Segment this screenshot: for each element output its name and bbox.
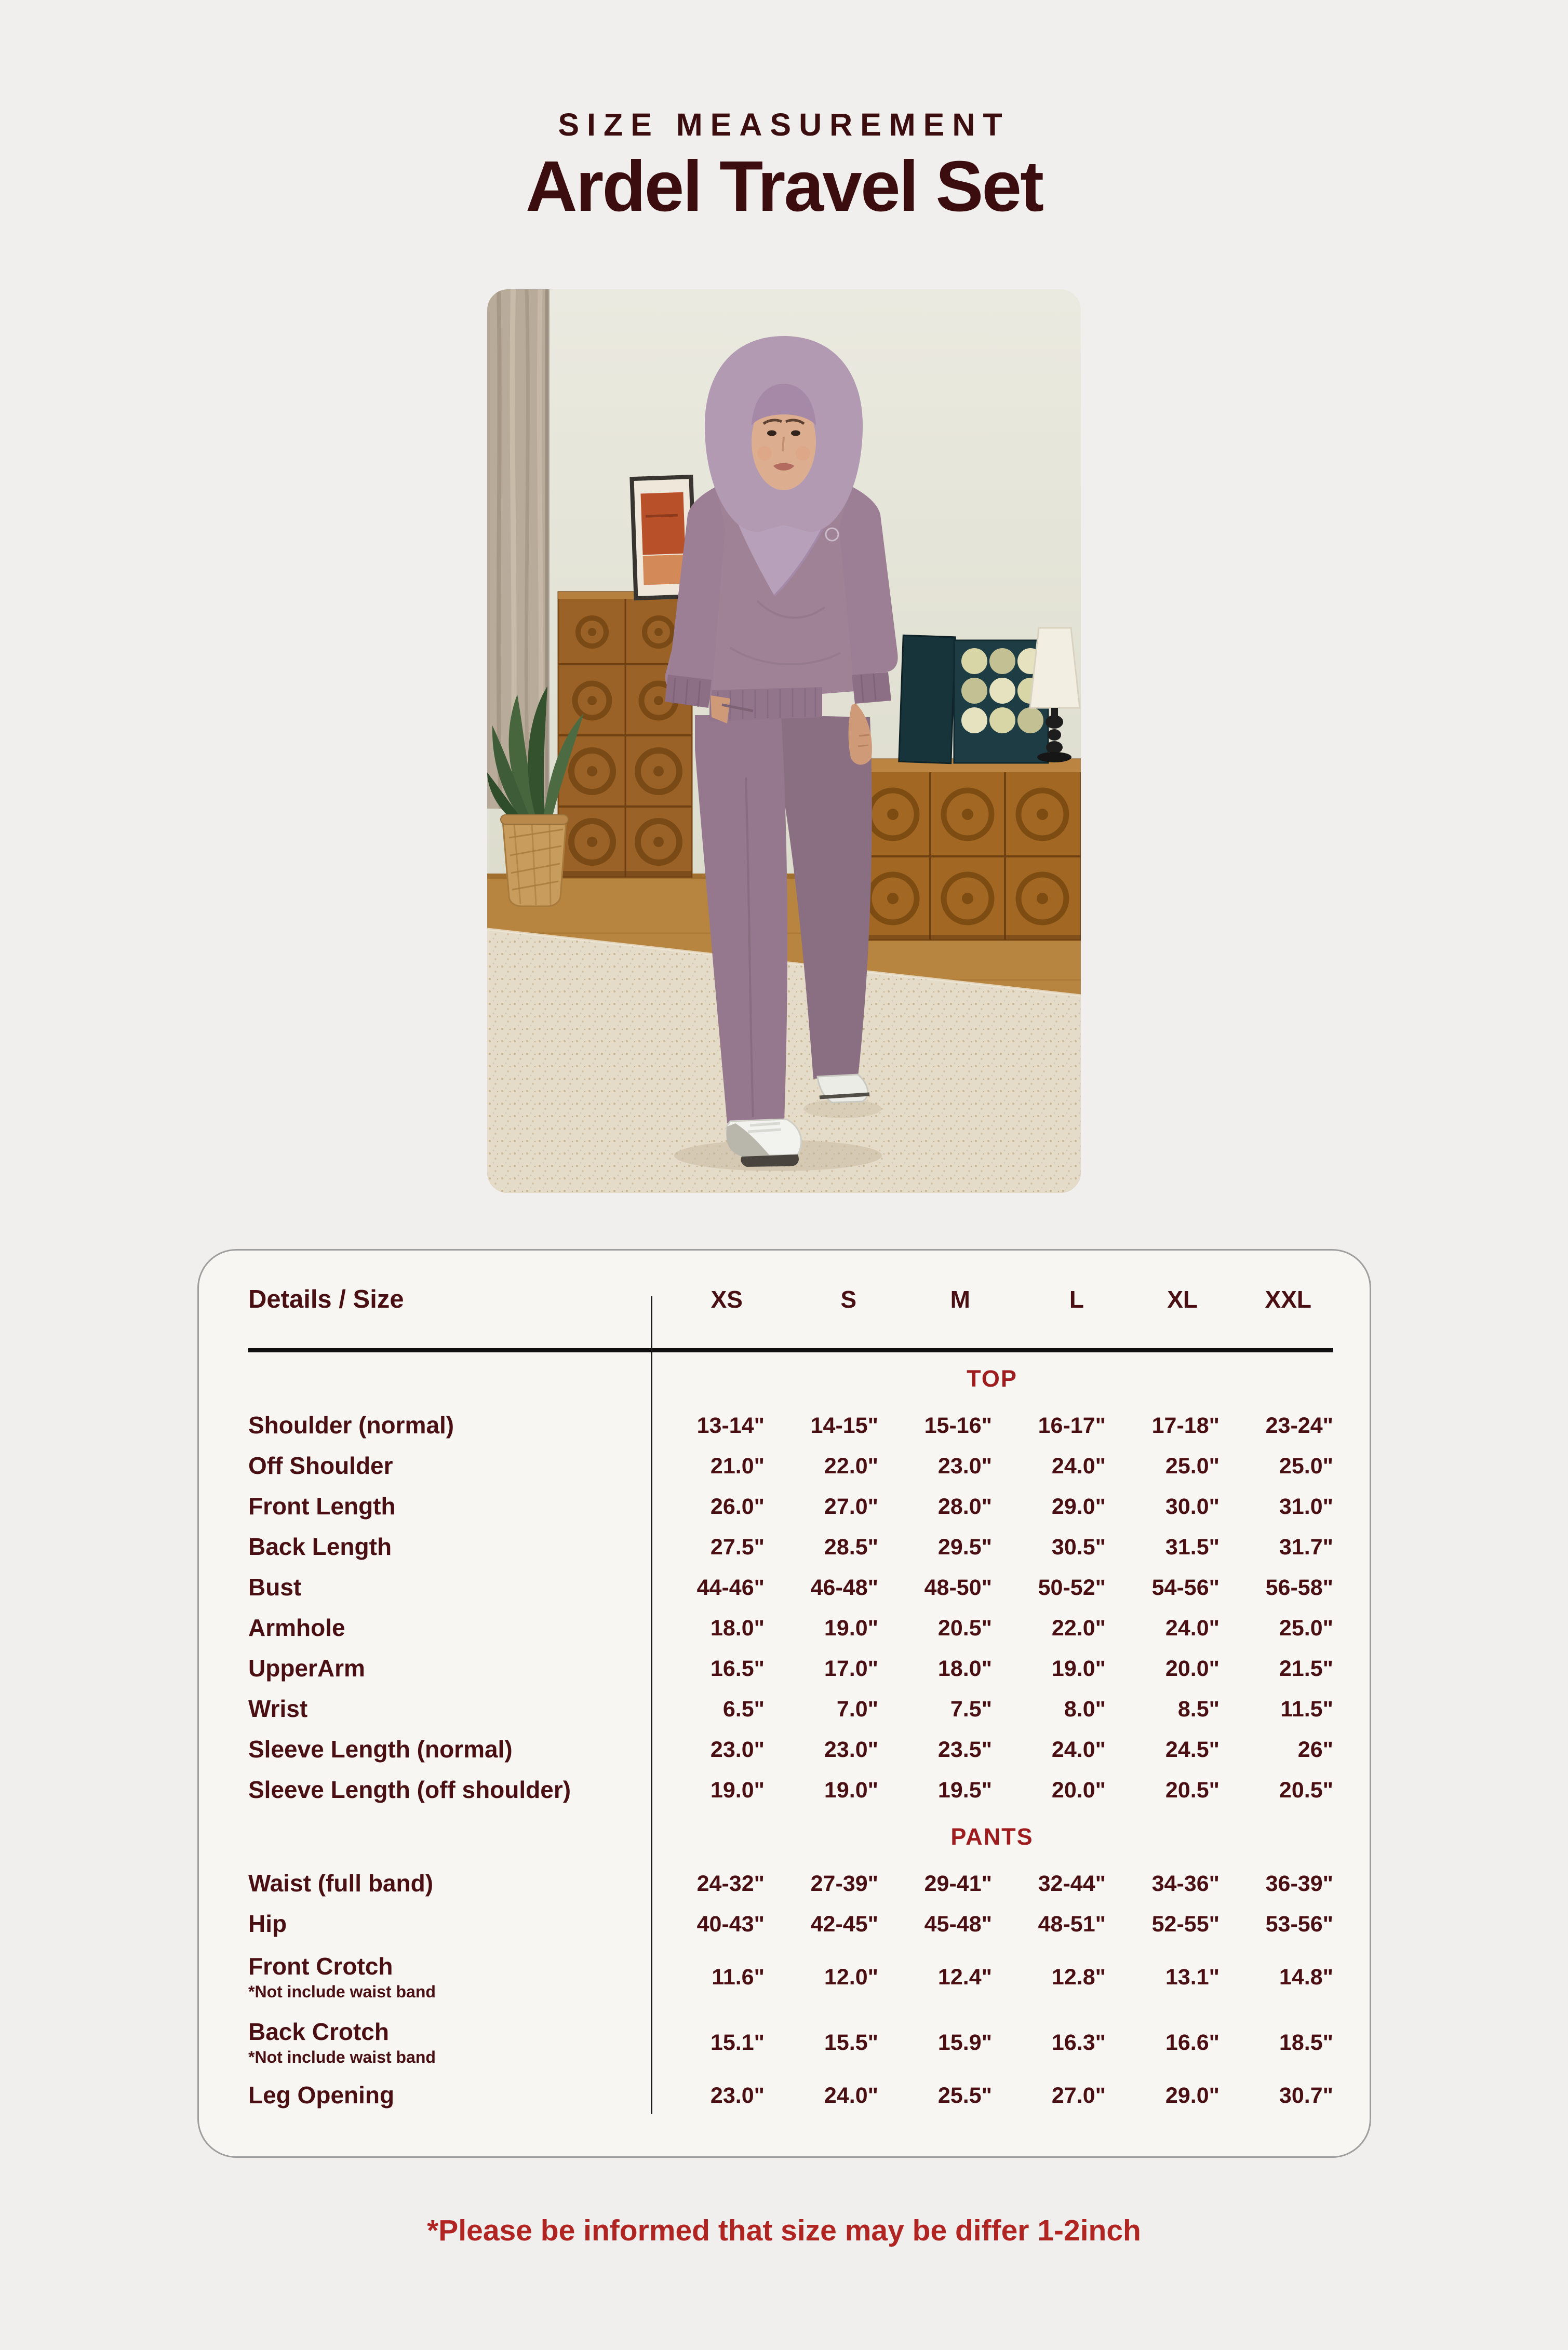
row-label-text: Waist (full band) xyxy=(248,1870,434,1897)
section-row xyxy=(248,1810,1333,1863)
size-value: 28.5" xyxy=(824,1534,878,1560)
size-value: 25.0" xyxy=(1279,1615,1333,1641)
size-col-header-l: L xyxy=(1069,1286,1084,1313)
size-value: 7.5" xyxy=(950,1696,992,1722)
table-row xyxy=(248,1567,1333,1608)
size-value: 48-50" xyxy=(924,1575,992,1600)
page-subtitle: SIZE MEASUREMENT xyxy=(558,107,1010,142)
size-value: 11.5" xyxy=(1280,1696,1333,1722)
size-value: 12.4" xyxy=(937,1964,992,1990)
size-value: 16.5" xyxy=(710,1656,765,1681)
size-value: 6.5" xyxy=(722,1696,765,1722)
size-value: 18.0" xyxy=(710,1615,765,1641)
size-value: 8.5" xyxy=(1177,1696,1219,1722)
size-value: 23.0" xyxy=(824,1737,878,1762)
row-label-text: Sleeve Length (off shoulder) xyxy=(248,1776,571,1804)
size-value: 22.0" xyxy=(1051,1615,1106,1641)
size-value: 30.7" xyxy=(1279,2083,1333,2108)
row-label-text: UpperArm xyxy=(248,1655,365,1682)
size-value: 32-44" xyxy=(1038,1871,1106,1896)
row-label xyxy=(248,1696,651,1722)
size-value: 18.0" xyxy=(937,1656,992,1681)
row-label xyxy=(248,2083,651,2109)
row-label xyxy=(248,1413,651,1439)
size-value: 30.5" xyxy=(1051,1534,1106,1560)
size-value: 17.0" xyxy=(824,1656,878,1681)
size-value: 14-15" xyxy=(810,1413,878,1438)
size-value: 30.0" xyxy=(1165,1494,1219,1519)
size-value: 25.0" xyxy=(1165,1453,1219,1479)
row-label-text: Front Crotch xyxy=(248,1952,393,1980)
size-col-header-m: M xyxy=(950,1286,970,1313)
size-value: 26" xyxy=(1297,1737,1333,1762)
table-row xyxy=(248,1648,1333,1689)
row-label-text: Front Length xyxy=(248,1493,396,1520)
size-value: 15-16" xyxy=(924,1413,992,1438)
row-label xyxy=(248,1575,651,1601)
row-label xyxy=(248,1737,651,1763)
row-label xyxy=(248,1871,651,1897)
size-value: 52-55" xyxy=(1151,1911,1219,1937)
size-table-body xyxy=(248,1352,1333,2116)
size-value: 29-41" xyxy=(924,1871,992,1896)
size-value: 23.0" xyxy=(710,1737,765,1762)
size-value: 29.0" xyxy=(1051,1494,1106,1519)
size-col-header-xs: XS xyxy=(711,1286,743,1313)
footer-note: *Please be informed that size may be differ 1-2inch xyxy=(427,2214,1141,2247)
size-value: 20.0" xyxy=(1051,1777,1106,1803)
size-value: 48-51" xyxy=(1038,1911,1106,1937)
table-row xyxy=(248,1904,1333,1944)
row-label xyxy=(248,1453,651,1479)
row-label-text: Sleeve Length (normal) xyxy=(248,1736,513,1763)
size-value: 21.0" xyxy=(710,1453,765,1479)
size-value: 16.3" xyxy=(1051,2030,1106,2055)
size-value: 26.0" xyxy=(710,1494,765,1519)
table-row xyxy=(248,1729,1333,1770)
size-value: 23.0" xyxy=(710,2083,765,2108)
size-value: 27.0" xyxy=(824,1494,878,1519)
size-value: 25.0" xyxy=(1279,1453,1333,1479)
size-value: 19.0" xyxy=(824,1615,878,1641)
section-label: TOP xyxy=(967,1365,1017,1392)
size-value: 54-56" xyxy=(1151,1575,1219,1600)
size-value: 19.0" xyxy=(710,1777,765,1803)
row-label-text: Wrist xyxy=(248,1695,308,1723)
row-label-text: Bust xyxy=(248,1574,302,1601)
size-value: 24.0" xyxy=(1165,1615,1219,1641)
wall-art-panels xyxy=(899,635,1048,763)
size-value: 19.0" xyxy=(1051,1656,1106,1681)
size-value: 20.5" xyxy=(1279,1777,1333,1803)
size-value: 45-48" xyxy=(924,1911,992,1937)
size-value: 27.0" xyxy=(1051,2083,1106,2108)
size-value: 20.5" xyxy=(937,1615,992,1641)
size-value: 42-45" xyxy=(810,1911,878,1937)
table-row xyxy=(248,2010,1333,2075)
row-note: *Not include waist band xyxy=(248,1982,436,2001)
row-label xyxy=(248,1954,651,2000)
size-value: 8.0" xyxy=(1064,1696,1106,1722)
size-value: 16.6" xyxy=(1165,2030,1219,2055)
section-row xyxy=(248,1352,1333,1405)
size-value: 19.0" xyxy=(824,1777,878,1803)
size-value: 15.9" xyxy=(937,2030,992,2055)
table-row xyxy=(248,2075,1333,2116)
size-value: 21.5" xyxy=(1279,1656,1333,1681)
table-row xyxy=(248,1486,1333,1527)
size-value: 56-58" xyxy=(1265,1575,1333,1600)
size-value: 23-24" xyxy=(1265,1413,1333,1438)
size-value: 25.5" xyxy=(937,2083,992,2108)
table-header-row xyxy=(248,1251,1333,1352)
size-value: 27.5" xyxy=(710,1534,765,1560)
corner-header: Details / Size xyxy=(248,1285,404,1313)
size-table-card xyxy=(197,1249,1371,2158)
table-row xyxy=(248,1770,1333,1810)
size-value: 11.6" xyxy=(712,1964,765,1990)
table-row xyxy=(248,1689,1333,1729)
size-col-header-xl: XL xyxy=(1167,1286,1198,1313)
size-value: 7.0" xyxy=(836,1696,878,1722)
size-value: 12.0" xyxy=(824,1964,878,1990)
size-value: 24-32" xyxy=(696,1871,765,1896)
page-title: Ardel Travel Set xyxy=(525,146,1043,226)
row-label xyxy=(248,1777,651,1803)
size-value: 40-43" xyxy=(696,1911,765,1937)
row-label-text: Hip xyxy=(248,1910,287,1938)
size-value: 14.8" xyxy=(1279,1964,1333,1990)
size-value: 50-52" xyxy=(1038,1575,1106,1600)
size-value: 23.0" xyxy=(937,1453,992,1479)
size-value: 20.0" xyxy=(1165,1656,1219,1681)
table-row xyxy=(248,1944,1333,2010)
size-value: 17-18" xyxy=(1151,1413,1219,1438)
size-value: 36-39" xyxy=(1265,1871,1333,1896)
size-value: 13-14" xyxy=(696,1413,765,1438)
table-row xyxy=(248,1527,1333,1567)
row-label-text: Off Shoulder xyxy=(248,1452,393,1480)
size-value: 22.0" xyxy=(824,1453,878,1479)
row-label-text: Back Crotch xyxy=(248,2018,389,2045)
size-value: 13.1" xyxy=(1165,1964,1219,1990)
table-row xyxy=(248,1863,1333,1904)
table-row xyxy=(248,1608,1333,1648)
size-value: 44-46" xyxy=(696,1575,765,1600)
size-value: 23.5" xyxy=(937,1737,992,1762)
row-label xyxy=(248,1656,651,1682)
size-col-header-xxl: XXL xyxy=(1265,1286,1311,1313)
table-row xyxy=(248,1446,1333,1486)
size-value: 15.5" xyxy=(824,2030,878,2055)
table-row xyxy=(248,1405,1333,1446)
size-value: 28.0" xyxy=(937,1494,992,1519)
table-vertical-divider xyxy=(651,1296,652,2114)
row-label xyxy=(248,2019,651,2066)
row-label xyxy=(248,1615,651,1641)
size-col-header-s: S xyxy=(840,1286,856,1313)
size-value: 24.0" xyxy=(1051,1453,1106,1479)
size-value: 24.5" xyxy=(1165,1737,1219,1762)
row-label-text: Armhole xyxy=(248,1614,345,1642)
sideboard xyxy=(855,759,1081,940)
size-value: 29.0" xyxy=(1165,2083,1219,2108)
size-value: 27-39" xyxy=(810,1871,878,1896)
size-value: 29.5" xyxy=(937,1534,992,1560)
size-value: 31.0" xyxy=(1279,1494,1333,1519)
product-photo xyxy=(487,289,1081,1193)
row-label-text: Shoulder (normal) xyxy=(248,1412,454,1439)
row-note: *Not include waist band xyxy=(248,2047,436,2066)
size-value: 24.0" xyxy=(824,2083,878,2108)
size-value: 16-17" xyxy=(1038,1413,1106,1438)
size-value: 19.5" xyxy=(937,1777,992,1803)
size-value: 12.8" xyxy=(1051,1964,1106,1990)
size-value: 18.5" xyxy=(1279,2030,1333,2055)
row-label-text: Back Length xyxy=(248,1533,392,1561)
size-value: 46-48" xyxy=(810,1575,878,1600)
size-value: 24.0" xyxy=(1051,1737,1106,1762)
product-photo-scene xyxy=(487,289,1081,1193)
drawer-chest xyxy=(558,592,692,877)
size-value: 31.5" xyxy=(1165,1534,1219,1560)
size-value: 15.1" xyxy=(710,2030,765,2055)
row-label xyxy=(248,1494,651,1520)
row-label xyxy=(248,1534,651,1560)
section-label: PANTS xyxy=(950,1823,1034,1850)
size-value: 53-56" xyxy=(1265,1911,1333,1937)
size-value: 20.5" xyxy=(1165,1777,1219,1803)
size-value: 34-36" xyxy=(1151,1871,1219,1896)
row-label-text: Leg Opening xyxy=(248,2082,395,2109)
size-value: 31.7" xyxy=(1279,1534,1333,1560)
row-label xyxy=(248,1911,651,1937)
